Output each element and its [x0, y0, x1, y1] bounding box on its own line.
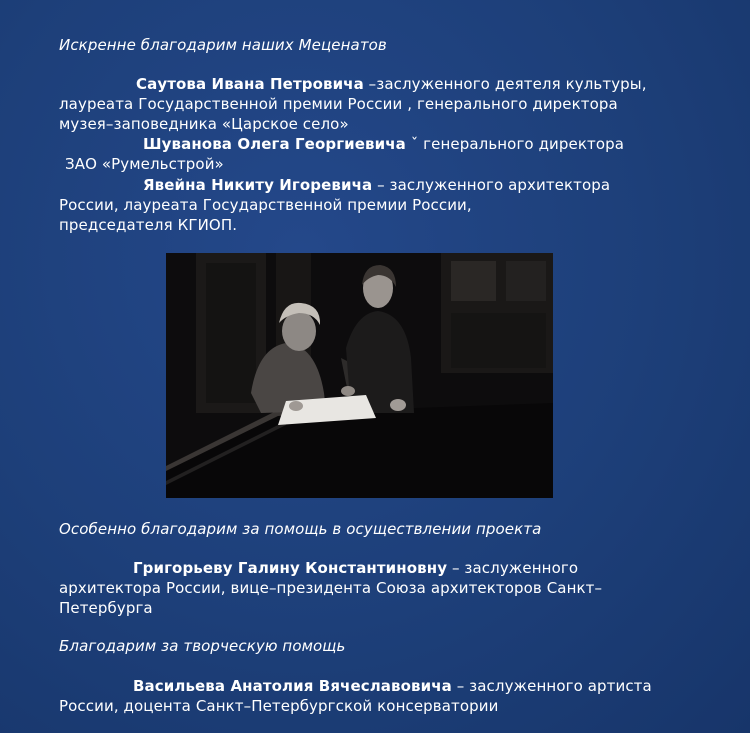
patron-3-line-1: [143, 176, 610, 195]
heading-patrons: Искренне благодарим наших Меценатов: [59, 36, 387, 54]
helper-1-line-2: архитектора России, вице–президента Союза архитекторов Санкт–: [59, 579, 603, 597]
photo-two-people-at-piano: [166, 253, 553, 498]
helper-2-line-2: России, доцента Санкт–Петербургской консерватории: [59, 697, 499, 715]
patron-3-name: Явейна Никиту Игоревича: [143, 176, 373, 194]
patron-3-line-2: России, лауреата Государственной премии России,: [59, 196, 472, 214]
patron-1-title: –заслуженного деятеля культуры,: [363, 75, 647, 93]
patron-3-line-3: председателя КГИОП.: [59, 216, 238, 234]
patron-1-name: Саутова Ивана Петровича: [136, 75, 364, 93]
helper-1-name: Григорьеву Галину Константиновну: [133, 559, 448, 577]
helper-1-title: – заслуженного: [447, 559, 579, 577]
patron-1-line-1: [136, 75, 647, 94]
helper-2-line-1: [133, 677, 652, 696]
patron-2-line-1: [143, 135, 624, 154]
heading-project-help: Особенно благодарим за помощь в осуществлении проекта: [59, 520, 542, 538]
helper-1-line-3: Петербурга: [59, 599, 153, 617]
patron-2-line-2: ЗАО «Румельстрой»: [65, 155, 224, 173]
patron-2-name: Шуванова Олега Георгиевича: [143, 135, 406, 153]
patron-2-title: ˇ генерального директора: [405, 135, 625, 153]
helper-2-title: – заслуженного артиста: [451, 677, 652, 695]
heading-creative-help: Благодарим за творческую помощь: [59, 637, 346, 655]
helper-1-line-1: [133, 559, 578, 578]
helper-2-name: Васильева Анатолия Вячеславовича: [133, 677, 452, 695]
patron-3-title: – заслуженного архитектора: [372, 176, 611, 194]
patron-1-line-3: музея–заповедника «Царское село»: [59, 115, 349, 133]
patron-1-line-2: лауреата Государственной премии России , генерального директора: [59, 95, 618, 113]
